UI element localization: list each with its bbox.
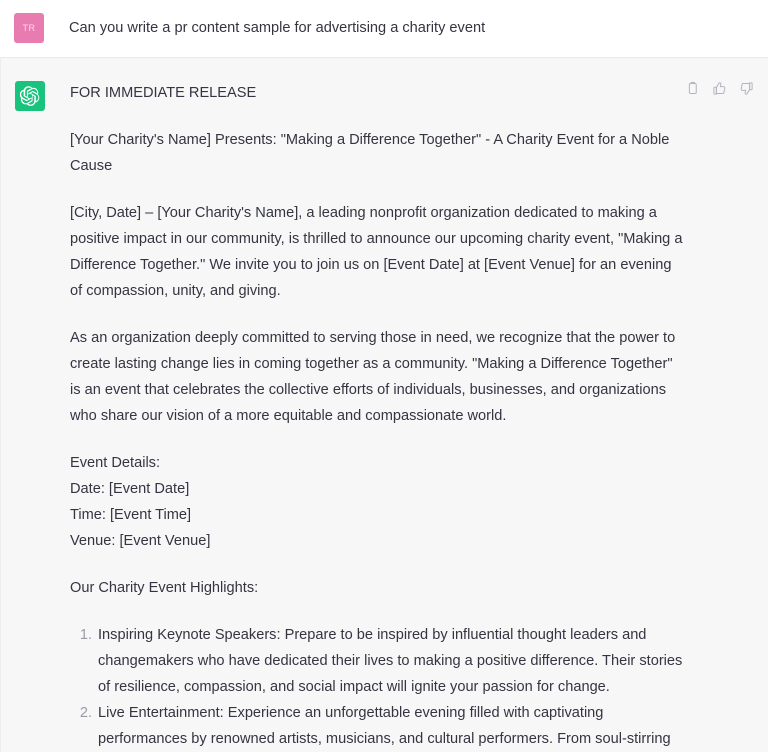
thumbs-up-icon[interactable] bbox=[711, 80, 727, 96]
user-message-row bbox=[0, 0, 768, 58]
paragraph-intro: [City, Date] – [Your Charity's Name], a leading nonprofit organization dedicated to making a positive impact in our community, is thrilled to announce our upcoming charity event, "Making a Difference Together." We invite you to join us on [Event Date] at [Event Venue] for an evening of compassion, unity, and giving. bbox=[70, 205, 687, 299]
highlights-heading: Our Charity Event Highlights: bbox=[70, 580, 259, 596]
user-message-text: Can you write a pr content sample for advertising a charity event bbox=[69, 20, 486, 36]
thumbs-down-icon[interactable] bbox=[738, 80, 754, 96]
message-actions bbox=[684, 80, 754, 96]
event-details-venue: Venue: [Event Venue] bbox=[70, 533, 211, 549]
event-details-date: Date: [Event Date] bbox=[70, 481, 190, 497]
avatar-initials: TR bbox=[22, 23, 36, 33]
paragraph-title: [Your Charity's Name] Presents: "Making a Difference Together" - A Charity Event for a Noble Cause bbox=[70, 132, 674, 174]
list-item: Live Entertainment: Experience an unforgettable evening filled with captivating performances by renowned artists, musicians, and cultural performers. From soul-stirring bbox=[98, 705, 671, 747]
avatar bbox=[14, 13, 44, 43]
highlights-list bbox=[70, 622, 685, 752]
paragraph-mission: As an organization deeply committed to serving those in need, we recognize that the power to create lasting change lies in coming together as a community. "Making a Difference Together" is an event that celebrates the collective efforts of individuals, businesses, and organizations who share our vision of a more equitable and compassionate world. bbox=[70, 330, 680, 424]
user-message-body bbox=[44, 12, 709, 41]
event-details-title: Event Details: bbox=[70, 455, 161, 471]
assistant-message-body bbox=[45, 80, 685, 752]
press-release-heading: FOR IMMEDIATE RELEASE bbox=[70, 85, 257, 101]
copy-icon[interactable] bbox=[684, 80, 700, 96]
openai-logo-icon bbox=[20, 86, 40, 106]
avatar bbox=[15, 81, 45, 111]
event-details-time: Time: [Event Time] bbox=[70, 507, 192, 523]
list-item: Inspiring Keynote Speakers: Prepare to be inspired by influential thought leaders and changemakers who have dedicated their lives to making a positive difference. Their stories of resilience, compassion, and social impact will ignite your passion for change. bbox=[98, 627, 683, 695]
event-details-block bbox=[70, 450, 685, 554]
assistant-message-row bbox=[0, 58, 768, 752]
